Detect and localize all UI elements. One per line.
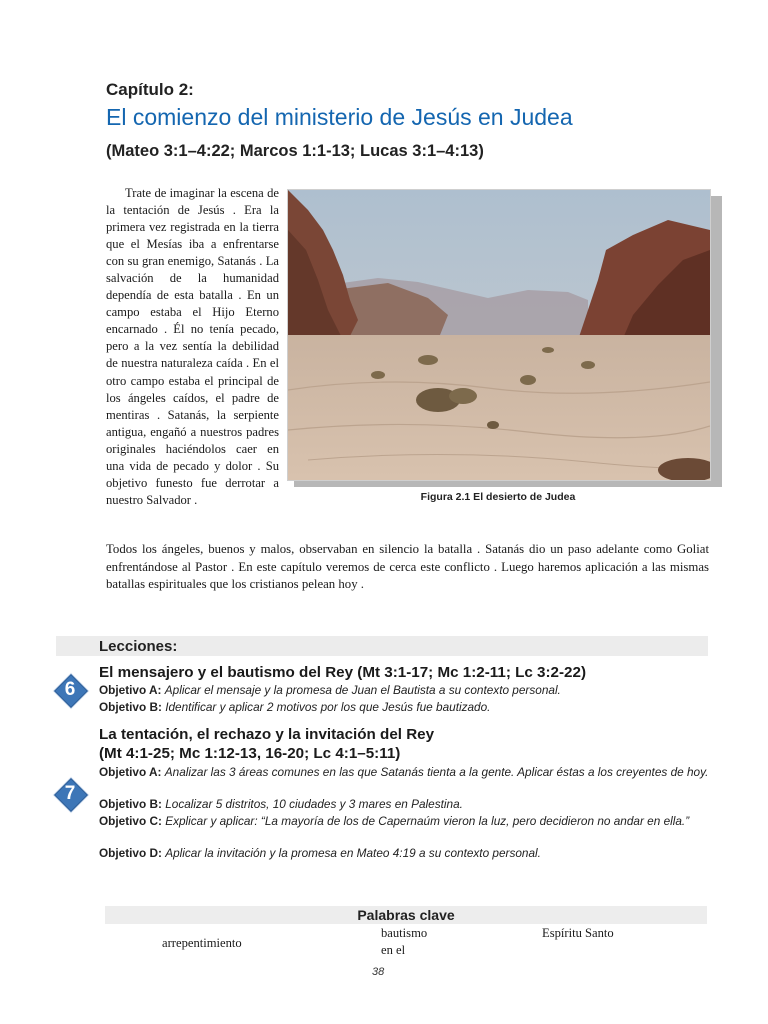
page-number: 38 (372, 966, 385, 978)
objective-key: Objetivo B: (99, 797, 162, 811)
objective-text: Localizar 5 distritos, 10 ciudades y 3 mares en Palestina. (165, 797, 463, 811)
keyword-espiritu-santo: Espíritu Santo (542, 926, 614, 940)
lesson-7-objective-b (99, 798, 711, 812)
objective-key: Objetivo C: (99, 814, 162, 828)
lesson-7-title-line-1: La tentación, el rechazo y la invitación del Rey (99, 726, 435, 743)
lesson-7-objective-c (99, 815, 711, 829)
lesson-6-badge-number: 6 (64, 679, 76, 700)
lesson-7-title-line-2: (Mt 4:1-25; Mc 1:12-13, 16-20; Lc 4:1–5:11) (99, 745, 401, 762)
objective-text: Analizar las 3 áreas comunes en las que Satanás tienta a la gente. Aplicar éstas a los creyentes de hoy. (164, 765, 709, 779)
chapter-title: El comienzo del ministerio de Jesús en Judea (106, 104, 573, 130)
chapter-references: (Mateo 3:1–4:22; Marcos 1:1-13; Lucas 3:1–4:13) (106, 142, 484, 160)
lesson-7-objective-d (99, 847, 711, 861)
lesson-6-objective-b (99, 701, 711, 715)
intro-paragraph: Trate de imaginar la escena de la tentación de Jesús . Era la primera vez registrada en la tierra que el Mesías iba a enfrentarse con su gran enemigo, Satanás . La salvación de la humanidad dependía de esta batalla . En un campo estaba el Hijo Eterno encarnado . Él no tenía pecado, pero a la vez sentía la debilidad de nuestra naturaleza caída . En el otro campo estaba el principal de los ángeles caídos, el padre de mentiras . Satanás, la serpiente antigua, engañó a nuestros padres originales haciéndolos caer en una vida de pecado y dolor . Su objetivo funesto fue derrotar a nuestro Salvador . (106, 186, 279, 507)
objective-text: Aplicar el mensaje y la promesa de Juan el Bautista a su contexto personal. (164, 683, 561, 697)
chapter-label: Capítulo 2: (106, 80, 194, 99)
lesson-7-badge-number: 7 (64, 783, 76, 804)
lessons-label: Lecciones: (99, 638, 178, 655)
lesson-7-objective-a (99, 766, 711, 780)
objective-key: Objetivo B: (99, 700, 162, 714)
keywords-title: Palabras clave (357, 907, 455, 923)
objective-text: Aplicar la invitación y la promesa en Mateo 4:19 a su contexto personal. (165, 846, 541, 860)
keyword-bautismo-line-2: en el (381, 943, 406, 957)
lesson-6-objective-a (99, 684, 711, 698)
lesson-6-title: El mensajero y el bautismo del Rey (Mt 3:1-17; Mc 1:2-11; Lc 3:2-22) (99, 664, 587, 681)
objective-key: Objetivo A: (99, 765, 162, 779)
keyword-arrepentimiento: arrepentimiento (162, 936, 242, 950)
keyword-bautismo-line-1: bautismo (381, 926, 428, 940)
figure-caption: Figura 2.1 El desierto de Judea (420, 491, 576, 503)
desert-photo (287, 189, 711, 481)
objective-key: Objetivo D: (99, 846, 162, 860)
objective-text: Identificar y aplicar 2 motivos por los que Jesús fue bautizado. (165, 700, 491, 714)
second-paragraph: Todos los ángeles, buenos y malos, observaban en silencio la batalla . Satanás dio un paso adelante como Goliat enfrentándose al Pastor . En este capítulo veremos de cerca este conflicto . Luego haremos aplicación a las mismas batallas espirituales que los cristianos pelean hoy . (106, 542, 709, 591)
objective-text: Explicar y aplicar: “La mayoría de los de Capernaúm vieron la luz, pero decidieron no andar en ella.” (165, 814, 690, 828)
objective-key: Objetivo A: (99, 683, 162, 697)
